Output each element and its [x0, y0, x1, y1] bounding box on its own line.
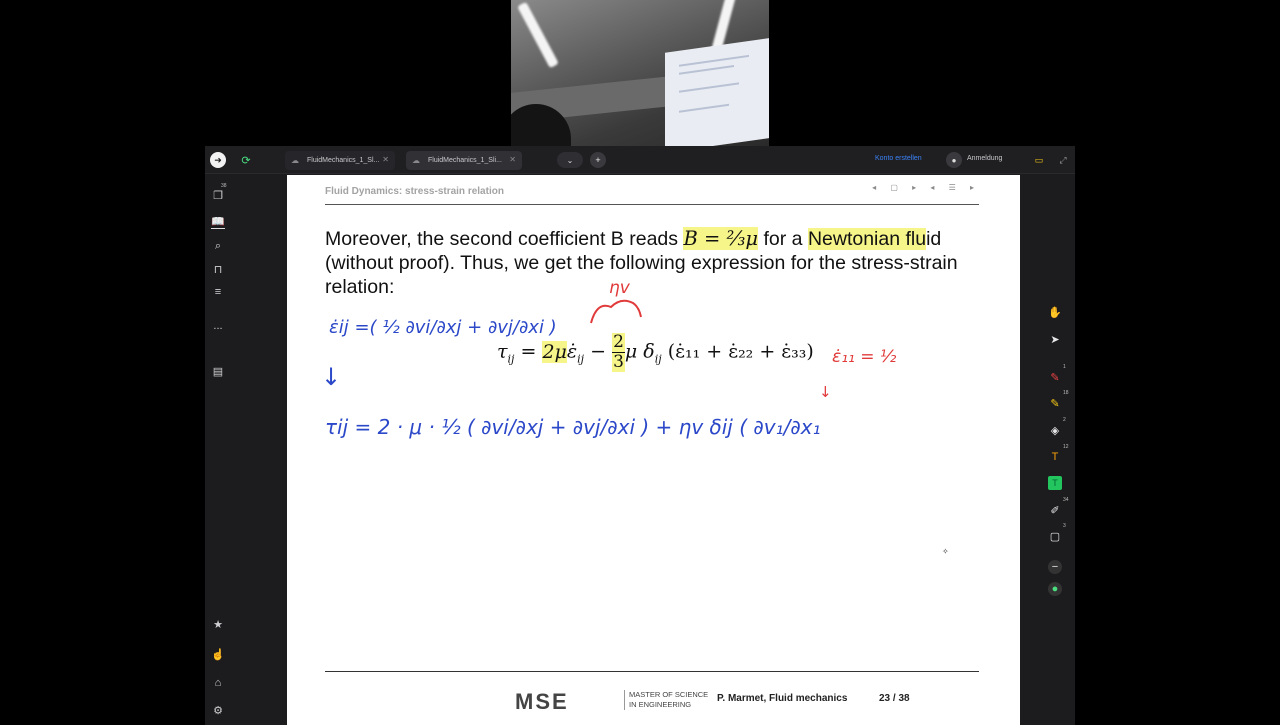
subscript: ij	[654, 352, 662, 366]
camera-feed	[511, 0, 769, 146]
slide-page	[287, 175, 1020, 725]
subscript: ij	[577, 352, 585, 366]
strain-sum: (ε̇₁₁ + ε̇₂₂ + ε̇₃₃)	[667, 340, 814, 363]
book-icon[interactable]: 📖	[211, 216, 225, 228]
slide-navigation[interactable]: ◂ ▢ ▸ ◂ ☰ ▸	[872, 183, 980, 192]
delta-symbol: δ	[643, 340, 655, 363]
sync-icon[interactable]: ⟳	[241, 154, 251, 167]
search-icon[interactable]: ⌕	[214, 239, 222, 252]
mse-subtitle	[624, 690, 708, 710]
handwritten-eta-v: ηv	[609, 278, 630, 298]
clipboard-icon[interactable]: ▤	[212, 365, 224, 378]
tab-label: FluidMechanics_1_Sl...	[307, 157, 380, 164]
text-segment: Moreover, the second coefficient B reads	[325, 228, 684, 250]
minus-sign: −	[590, 340, 607, 363]
text-add-icon[interactable]: T	[1051, 451, 1059, 463]
record-icon[interactable]: ●	[1048, 582, 1062, 596]
fraction-denominator: 3	[613, 352, 624, 372]
slide-paragraph	[325, 227, 985, 299]
subscript: ij	[507, 352, 515, 366]
plus-icon: +	[595, 155, 601, 165]
close-icon[interactable]: ✕	[509, 155, 516, 164]
drawing-toolbar	[1036, 174, 1075, 725]
fullscreen-icon[interactable]: ⤢	[1059, 154, 1067, 165]
footer-divider	[325, 671, 979, 672]
create-account-link[interactable]: Konto erstellen	[875, 155, 922, 162]
eraser-icon[interactable]: ◈	[1050, 424, 1060, 437]
textbox-icon[interactable]: T	[1048, 476, 1062, 490]
star-icon[interactable]: ★	[213, 618, 223, 631]
tab-list-dropdown[interactable]: ⌄	[557, 152, 583, 168]
pointer-tool-icon[interactable]: ➤	[1050, 333, 1060, 346]
close-icon[interactable]: ✕	[382, 155, 389, 164]
settings-icon[interactable]: ⚙	[213, 704, 223, 717]
handwritten-strain-definition: ε̇ij =( ½ ∂vi/∂xj + ∂vj/∂xi )	[329, 317, 557, 338]
cloud-icon: ☁	[291, 156, 299, 165]
header-divider	[325, 204, 979, 205]
text-segment: id (without proof). Thus, we get the following expression for the stress-strain relation:	[325, 228, 958, 298]
tau-symbol: τ	[497, 340, 508, 363]
zoom-out-icon[interactable]: −	[1048, 560, 1062, 574]
red-arrow-icon: ↓	[819, 383, 832, 401]
tool-badge: 1	[1063, 364, 1066, 370]
red-pen-icon[interactable]: ✎	[1050, 371, 1060, 384]
more-icon[interactable]: ...	[213, 320, 223, 332]
handwritten-tau-expansion: τij = 2 · μ · ½ ( ∂vi/∂xj + ∂vj/∂xi ) + ηv δij ( ∂v₁/∂x₁	[325, 415, 821, 439]
mu-symbol: μ	[624, 340, 638, 363]
mse-subtitle-line: IN ENGINEERING	[629, 700, 692, 709]
tool-badge: 18	[1063, 390, 1069, 396]
page-counter: 23 / 38	[879, 693, 910, 704]
projected-screen	[665, 37, 769, 146]
strain-symbol: ε̇	[566, 340, 578, 363]
fraction-numerator: 2	[613, 332, 624, 352]
formula-highlight: B = ⅔μ	[683, 227, 759, 250]
handwritten-eps11: ε̇₁₁ = ½	[832, 347, 897, 367]
pages-badge: 38	[221, 183, 227, 189]
tool-badge: 3	[1063, 523, 1066, 529]
new-tab-button[interactable]	[590, 152, 606, 168]
tab-document-2[interactable]	[406, 151, 522, 170]
left-sidebar	[205, 174, 231, 725]
tool-badge: 34	[1063, 497, 1069, 503]
login-link[interactable]: Anmeldung	[967, 155, 1003, 162]
fraction-two-thirds	[612, 333, 625, 372]
mse-logo: MSE	[515, 689, 569, 714]
annotations-icon[interactable]: ≡	[214, 286, 222, 298]
footer-author: P. Marmet, Fluid mechanics	[717, 693, 848, 704]
laser-pen-icon[interactable]: ✐	[1050, 504, 1060, 517]
ceiling-light	[517, 2, 559, 69]
blue-arrow-icon: ↓	[321, 363, 342, 391]
highlighter-icon[interactable]: ✎	[1050, 397, 1060, 410]
hand-tool-icon[interactable]: ✋	[1048, 306, 1062, 319]
tool-badge: 2	[1063, 417, 1066, 423]
gesture-icon[interactable]: ☝	[211, 648, 225, 661]
slide-header: Fluid Dynamics: stress-strain relation	[325, 186, 504, 197]
mse-subtitle-line: MASTER OF SCIENCE	[629, 690, 709, 699]
back-icon[interactable]: ➜	[210, 152, 226, 168]
cloud-icon: ☁	[412, 156, 420, 165]
red-bracket	[587, 297, 647, 327]
equals-sign: =	[520, 340, 537, 363]
tool-badge: 12	[1063, 444, 1069, 450]
user-icon[interactable]: ●	[946, 152, 962, 168]
shape-tool-icon[interactable]: ▢	[1049, 530, 1061, 543]
pages-icon[interactable]: ❐	[213, 189, 223, 202]
notification-icon[interactable]: ▭	[1034, 154, 1044, 165]
tab-label: FluidMechanics_1_Sli...	[428, 157, 502, 164]
coefficient-highlight: 2μ	[542, 340, 567, 363]
tab-document-1[interactable]	[285, 151, 395, 170]
text-highlight: Newtonian flu	[807, 228, 927, 250]
stress-equation	[497, 333, 814, 372]
bookmark-icon[interactable]: ⊓	[213, 263, 223, 276]
text-segment: for a	[758, 228, 808, 250]
top-toolbar	[205, 146, 1075, 174]
cursor-icon: ✧	[942, 547, 949, 556]
graduation-icon[interactable]: ⌂	[214, 677, 222, 689]
